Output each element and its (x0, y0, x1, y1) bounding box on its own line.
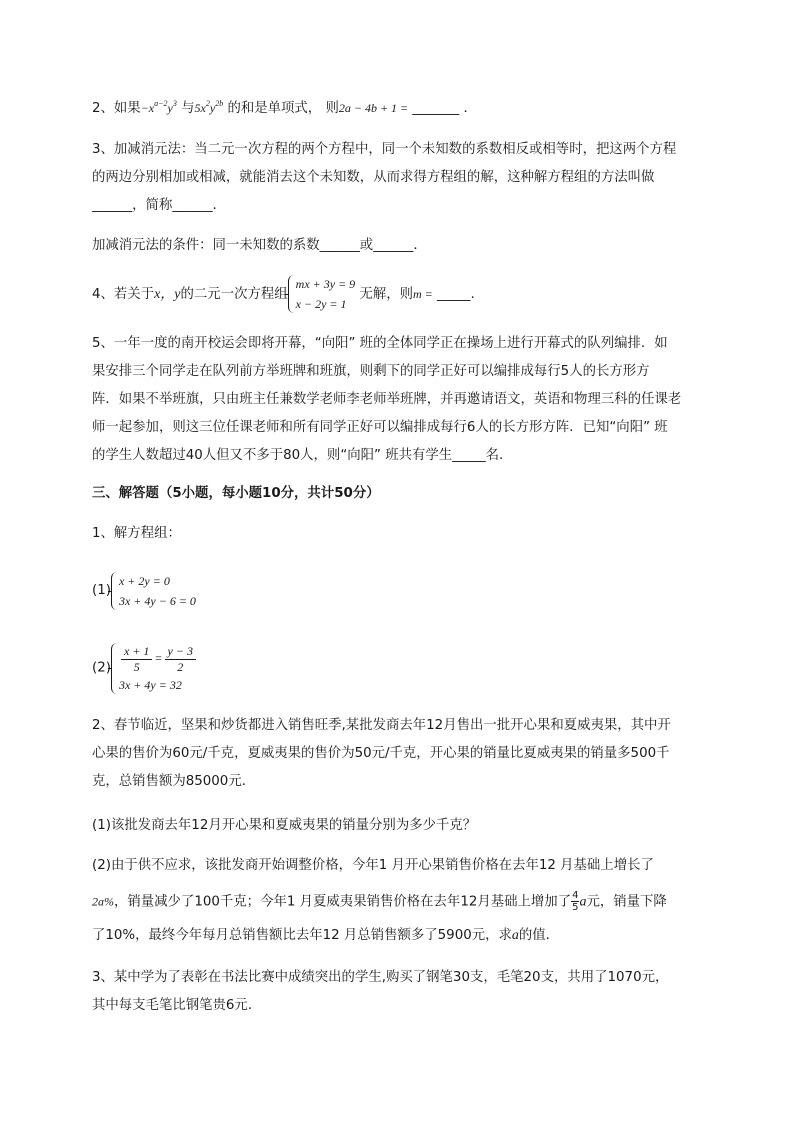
q2-mid: 与 (181, 101, 195, 116)
q4-eq2: x − 2y = 1 (295, 297, 347, 311)
q4-equation-system (288, 274, 356, 314)
s3-q1-p2-num2: y − 3 (165, 644, 196, 660)
q2-term2-exp-x: 2 (205, 99, 210, 108)
s3-q2-line2-end: 元，销量下降 (586, 894, 667, 910)
s3-q2-frac-num: 4 (572, 890, 579, 901)
s3-q1-p1-eq1: x + 2y = 0 (118, 574, 170, 588)
q2-term2 (195, 101, 224, 115)
q5-line-4: 师一起参加，则这三位任课老师和所有同学正好可以编排成每行6人的长方形方阵．已知“向阳” 班 (92, 420, 668, 435)
s3-q1-part2 (92, 642, 198, 695)
s3-q2-2a-percent: 2a% (92, 894, 114, 909)
s3-q1-p2-frac1 (121, 644, 152, 675)
fill-in-question-2 (92, 98, 477, 119)
q4-answer-blank: _____. (432, 287, 475, 302)
s3-q1-part1 (92, 571, 196, 611)
s3-q2-line3-pre: 了10%，最终今年每月总销售额比去年12 月总销售额多了5900元，求 (92, 928, 512, 943)
q3-line-3: ______，简称______． (92, 198, 226, 213)
s3-q2-frac-den: 5 (572, 902, 579, 913)
q3-line-1: 3、加减消元法：当二元一次方程的两个方程中，同一个未知数的系数相反或相等时，把这两个方程 (92, 142, 677, 157)
s3-q1-p2-eq2: 3x + 4y = 32 (118, 677, 182, 692)
q2-term1-exp-x: a−2 (154, 99, 168, 108)
q2-term1-y: y (167, 101, 173, 115)
s3-q2-subquestion-2-line-3 (92, 926, 559, 946)
q5-line-2: 果安排三个同学走在队列前方举班牌和班旗，则剩下的同学正好可以编排成每行5人的长方形方 (92, 364, 650, 379)
s3-q2-line-2: 心果的售价为60元/千克，夏威夷果的售价为50元/千克，开心果的销量比夏威夷果的销量多500千 (92, 746, 670, 761)
q3-condition-line: 加减消元法的条件：同一未知数的系数______或______． (92, 238, 427, 253)
s3-q1-p2-brace (111, 643, 118, 694)
q2-term2-exp-y: 2b (215, 99, 224, 108)
s3-q1-p2-eq1 (119, 642, 198, 675)
s3-q1-p2-den2: 2 (177, 659, 184, 674)
s3-q1-p1-brace (111, 572, 118, 610)
s3-q1-p1-eq2: 3x + 4y − 6 = 0 (118, 594, 196, 608)
q4-prefix: 4、若关于 (92, 287, 155, 302)
s3-q2-line3-end: 的值． (518, 928, 560, 943)
q4-brace (288, 275, 295, 313)
q2-expression: 2a − 4b + 1 = (338, 101, 409, 115)
s3-q1-p2-label: (2) (92, 660, 111, 676)
q2-term1 (141, 101, 177, 115)
q2-term1-exp-y: 3 (172, 99, 177, 108)
q2-term1-base: −x (140, 101, 155, 115)
q2-term2-base: 5x (194, 101, 206, 115)
s3-q2-subquestion-2-line-2 (92, 890, 667, 913)
q4-mid: 的二元一次方程组 (180, 287, 288, 302)
s3-q1-p2-system (111, 642, 198, 695)
s3-q2-subquestion-1: (1)该批发商去年12月开心果和夏威夷果的销量分别为多少千克？ (92, 818, 477, 833)
s3-q1-label: 1、解方程组： (92, 526, 181, 541)
q2-prefix: 2、如果 (92, 101, 141, 116)
q2-mid2: 的和是单项式， 则 (227, 101, 339, 116)
s3-q3-line-1: 3、某中学为了表彰在书法比赛中成绩突出的学生,购买了钢笔30支，毛笔20支，共用了1070元， (92, 970, 669, 985)
q5-line-1: 5、一年一度的南开校运会即将开幕，“向阳” 班的全体同学正在操场上进行开幕式的队列编排．如 (92, 336, 668, 351)
s3-q2-subquestion-2-line-1: (2)由于供不应求，该批发商开始调整价格，今年1 月开心果销售价格在去年12 月基础上增长了 (92, 858, 654, 873)
q4-m-expr: m = (413, 287, 433, 301)
q4-vars: x，y (154, 287, 181, 302)
q2-answer-blank: _______ ． (408, 101, 477, 116)
s3-q1-p2-equals: = (154, 651, 163, 665)
section-3-title: 三、解答题（5小题，每小题10分，共计50分） (92, 486, 380, 501)
s3-q2-line-3: 克，总销售额为85000元． (92, 774, 256, 789)
s3-q2-line2-mid: ，销量减少了100千克；今年1 月夏威夷果销售价格在去年12月基础上增加了 (114, 894, 572, 910)
q4-eq1: mx + 3y = 9 (295, 277, 356, 291)
s3-q2-a-var: a (579, 894, 587, 910)
q3-line-2: 的两边分别相加或相减，就能消去这个未知数，从而求得方程组的解，这种解方程组的方法叫做 (92, 170, 655, 185)
q4-suffix: 无解，则 (359, 287, 413, 302)
q5-line-3: 阵．如果不举班旗，只由班主任兼数学老师李老师举班牌，并再邀请语文，英语和物理三科的任课老 (92, 392, 682, 407)
s3-q1-p2-frac2 (165, 644, 196, 675)
s3-q2-a-var-2: a (511, 928, 519, 943)
s3-q1-p2-num1: x + 1 (121, 644, 152, 660)
q5-line-5: 的学生人数超过40人但又不多于80人，则“向阳” 班共有学生_____名． (92, 448, 513, 463)
s3-q1-p1-system (111, 571, 196, 611)
s3-q3-line-2: 其中每支毛笔比钢笔贵6元． (92, 998, 262, 1013)
s3-q1-p2-den1: 5 (133, 659, 140, 674)
fill-in-question-4 (92, 274, 475, 314)
q2-term2-y: y (209, 101, 216, 115)
s3-q2-line-1: 2、春节临近，坚果和炒货都进入销售旺季,某批发商去年12月售出一批开心果和夏威夷果，其中开 (92, 718, 671, 733)
s3-q1-p1-label: (1) (92, 583, 111, 598)
